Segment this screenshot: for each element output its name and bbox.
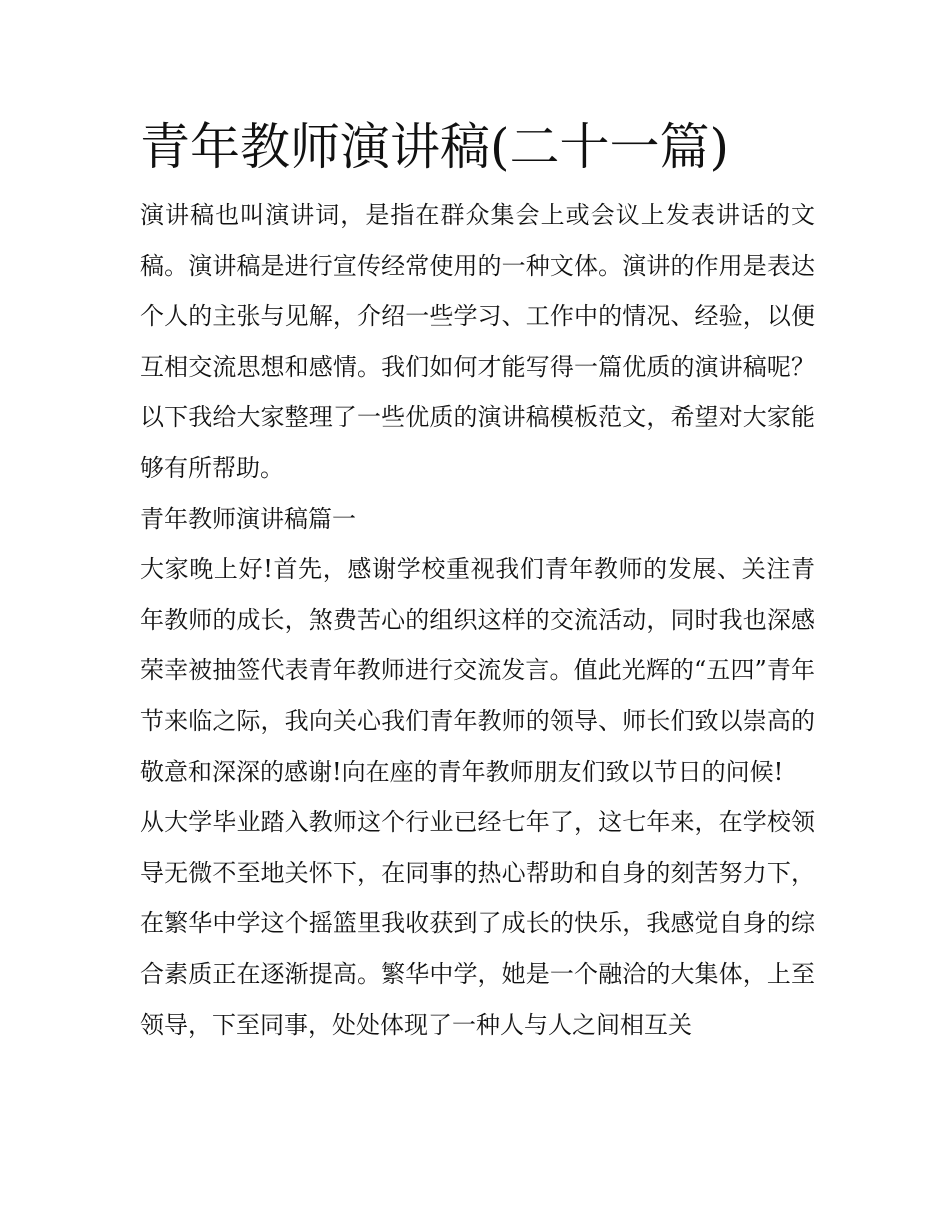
body-paragraph-1: 大家晚上好!首先，感谢学校重视我们青年教师的发展、关注青年教师的成长，煞费苦心的组织这样的交流活动，同时我也深感荣幸被抽签代表青年教师进行交流发言。值此光辉的“五四”青年节来临之际，我向关心我们青年教师的领导、师长们致以崇高的敬意和深深的感谢!向在座的青年教师朋友们致以节日的问候!: [140, 555, 815, 786]
document-page: [140, 112, 815, 1050]
section-heading: 青年教师演讲稿篇一: [140, 504, 356, 533]
body-paragraph-2: 从大学毕业踏入教师这个行业已经七年了，这七年来，在学校领导无微不至地关怀下，在同事的热心帮助和自身的刻苦努力下，在繁华中学这个摇篮里我收获到了成长的快乐，我感觉自身的综合素质正在逐渐提高。繁华中学，她是一个融洽的大集体，上至领导，下至同事，处处体现了一种人与人之间相互关: [140, 808, 815, 1039]
intro-paragraph: 演讲稿也叫演讲词，是指在群众集会上或会议上发表讲话的文稿。演讲稿是进行宣传经常使用的一种文体。演讲的作用是表达个人的主张与见解，介绍一些学习、工作中的情况、经验，以便互相交流思想和感情。我们如何才能写得一篇优质的演讲稿呢？以下我给大家整理了一些优质的演讲稿模板范文，希望对大家能够有所帮助。: [140, 201, 815, 482]
document-title: 青年教师演讲稿(二十一篇): [140, 118, 730, 176]
